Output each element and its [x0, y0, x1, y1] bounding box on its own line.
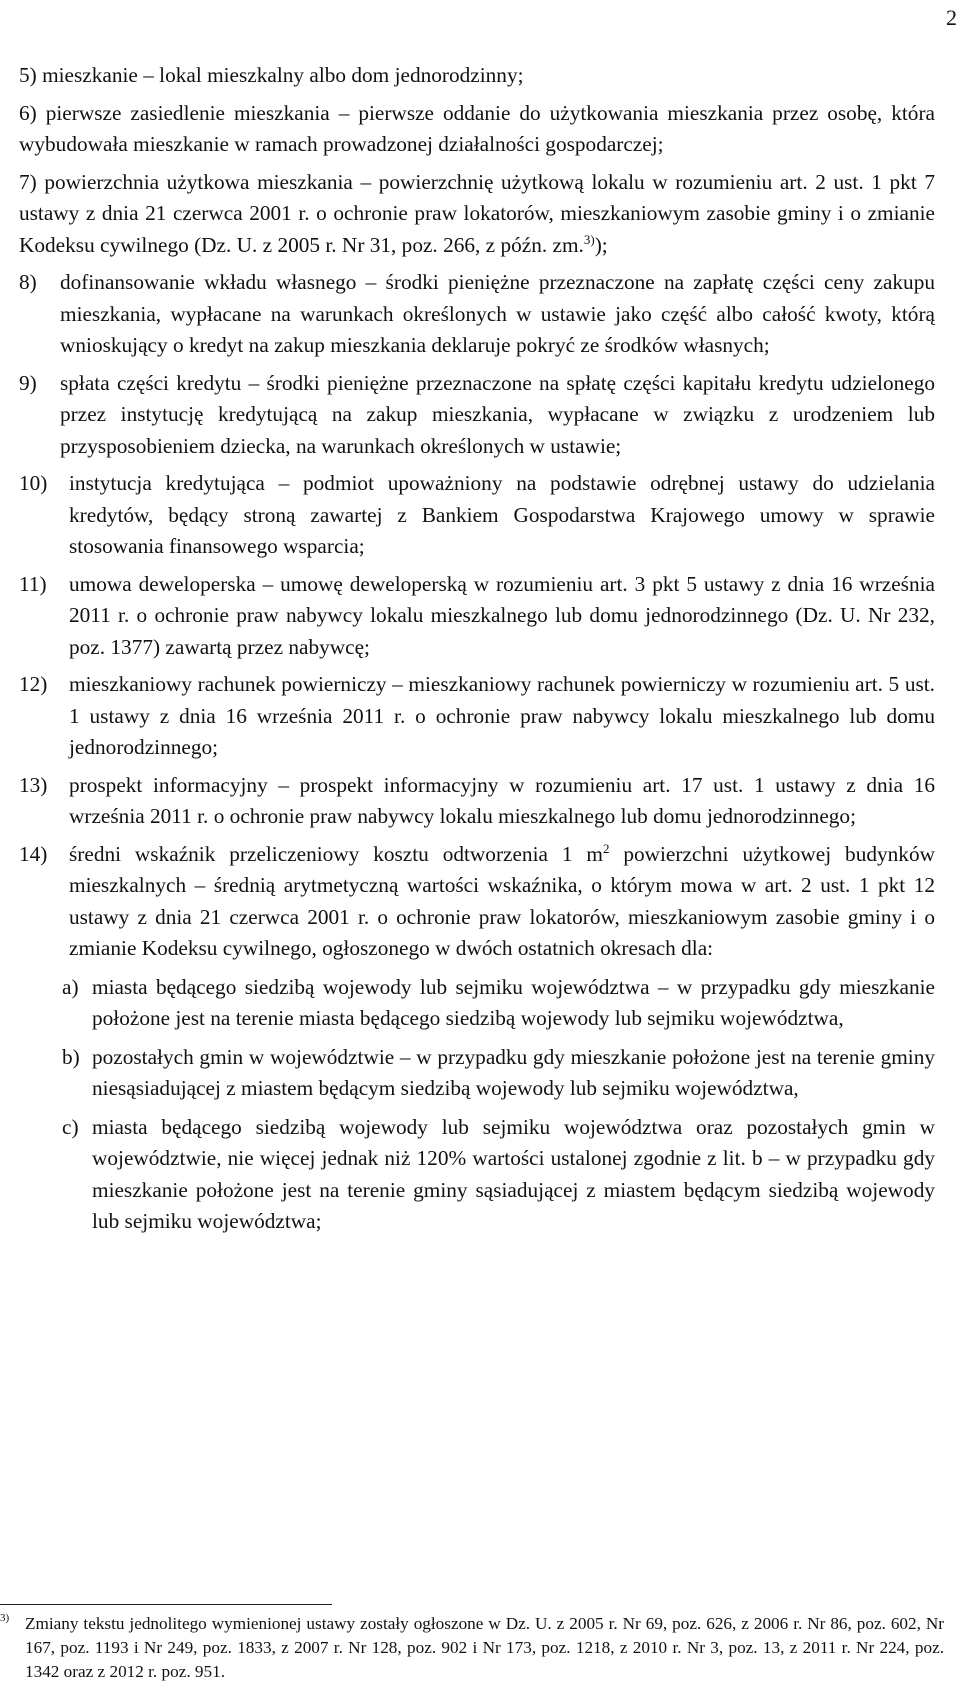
subitem-a — [62, 972, 935, 1035]
list-item-5 — [19, 60, 935, 92]
item-text: mieszkaniowy rachunek powierniczy – mieszkaniowy rachunek powierniczy w rozumieniu art. 5 ust. 1 ustawy z dnia 16 września 2011 r. o ochronie praw nabywcy lokalu mieszkalnego lub domu jednorodzinnego; — [69, 672, 935, 759]
item-text: dofinansowanie wkładu własnego – środki pieniężne przeznaczone na zapłatę części ceny zakupu mieszkania, wypłacane na warunkach określonych w ustawie jako część albo całość kwoty, którą wnioskujący o kredyt na zakup mieszkania deklaruje pokryć ze środków własnych; — [60, 270, 935, 357]
list-item-8 — [19, 267, 935, 362]
page-number: 2 — [946, 5, 957, 30]
item-number: 5) — [19, 63, 43, 87]
item-text-rest: powierzchni użytkowej budynków mieszkalnych – średnią arytmetyczną wartości wskaźnika, o którym mowa w art. 2 ust. 1 pkt 12 ustawy z dnia 21 czerwca 2001 r. o ochronie praw lokatorów, mieszkaniowym zasobie gminy i o zmianie Kodeksu cywilnego, ogłoszonego w dwóch ostatnich okresach dla: — [69, 841, 935, 960]
footnote-separator — [0, 1604, 332, 1605]
item-number: 7) — [19, 169, 45, 194]
item-text: pierwsze zasiedlenie mieszkania – pierwsze oddanie do użytkowania mieszkania przez osobę, która wybudowała mieszkanie w ramach prowadzonej działalności gospodarczej; — [19, 100, 935, 156]
subitem-letter: a) — [62, 974, 79, 999]
item-number: 9) — [19, 370, 43, 395]
item-number: 14) — [19, 841, 53, 866]
footnote-reference: 3) — [583, 231, 595, 247]
superscript-2: 2 — [602, 840, 610, 856]
subitem-c — [62, 1112, 935, 1238]
footnote-number: 3) — [0, 1612, 10, 1624]
list-item-7 — [19, 167, 935, 262]
subitem-text: miasta będącego siedzibą wojewody lub sejmiku województwa oraz pozostałych gmin w województwie, nie więcej jednak niż 120% wartości ustalonej zgodnie z lit. b – w przypadku gdy mieszkanie położone jest na terenie gminy sąsiadującej z miastem będącym siedzibą wojewody lub sejmiku województwa; — [92, 1114, 935, 1233]
item-number: 8) — [19, 270, 43, 294]
item-text: mieszkanie – lokal mieszkalny albo dom jednorodzinny; — [42, 63, 524, 87]
item-text — [69, 839, 935, 965]
list-item-11 — [19, 569, 935, 664]
list-item-10 — [19, 468, 935, 563]
item-text: spłata części kredytu – środki pieniężne przeznaczone na spłatę części kapitału kredytu udzielonego przez instytucję kredytującą na zakup mieszkania, wypłacane w związku z urodzeniem lub przysposobieniem dziecka, na warunkach określonych w ustawie; — [60, 370, 935, 458]
list-item-9 — [19, 368, 935, 463]
footnote-text: Zmiany tekstu jednolitego wymienionej ustawy zostały ogłoszone w Dz. U. z 2005 r. Nr 69, poz. 626, z 2006 r. Nr 86, poz. 602, Nr 167, poz. 1193 i Nr 249, poz. 1833, z 2007 r. Nr 128, poz. 902 i Nr 173, poz. 1218, z 2010 r. Nr 3, poz. 13, z 2011 r. Nr 224, poz. 1342 oraz z 2012 r. poz. 951. — [25, 1614, 944, 1681]
item-text: instytucja kredytująca – podmiot upoważniony na podstawie odrębnej ustawy do udzielania kredytów, będący stroną zawartej z Bankiem Gospodarstwa Krajowego umowy w sprawie stosowania finansowego wsparcia; — [69, 471, 935, 558]
definitions-list — [19, 60, 935, 1238]
subitem-letter: b) — [62, 1044, 80, 1069]
item-number: 12) — [19, 672, 53, 696]
item-number: 11) — [19, 571, 52, 596]
item-number: 10) — [19, 471, 53, 495]
list-item-14 — [19, 839, 935, 965]
subitem-text: pozostałych gmin w województwie – w przypadku gdy mieszkanie położone jest na terenie gminy niesąsiadującej z miastem będącym siedzibą wojewody lub sejmiku województwa, — [92, 1044, 935, 1100]
subitem-text: miasta będącego siedzibą wojewody lub sejmiku województwa – w przypadku gdy mieszkanie położone jest na terenie miasta będącego siedzibą wojewody lub sejmiku województwa, — [92, 974, 935, 1030]
item-text-lead: średni wskaźnik przeliczeniowy kosztu odtworzenia 1 m — [69, 841, 603, 866]
subitem-letter: c) — [62, 1114, 79, 1139]
item-text: umowa deweloperska – umowę deweloperską w rozumieniu art. 3 pkt 5 ustawy z dnia 16 września 2011 r. o ochronie praw nabywcy lokalu mieszkalnego lub domu jednorodzinnego (Dz. U. Nr 232, poz. 1377) zawartą przez nabywcę; — [69, 571, 935, 659]
item-text-tail: ); — [594, 232, 608, 257]
item-text: prospekt informacyjny – prospekt informacyjny w rozumieniu art. 17 ust. 1 ustawy z dnia 16 września 2011 r. o ochronie praw nabywcy lokalu mieszkalnego lub domu jednorodzinnego; — [69, 772, 935, 828]
item-text: powierzchnia użytkowa mieszkania – powierzchnię użytkową lokalu w rozumieniu art. 2 ust. 1 pkt 7 ustawy z dnia 21 czerwca 2001 r. o ochronie praw lokatorów, mieszkaniowym zasobie gminy i o zmianie Kodeksu cywilnego (Dz. U. z 2005 r. Nr 31, poz. 266, z późn. zm. — [19, 169, 936, 257]
list-item-13 — [19, 770, 935, 833]
item-number: 6) — [19, 100, 46, 125]
subitem-b — [62, 1042, 935, 1105]
list-item-6 — [19, 98, 935, 161]
footnote — [0, 1612, 944, 1684]
list-item-12 — [19, 669, 935, 764]
item-number: 13) — [19, 772, 53, 797]
